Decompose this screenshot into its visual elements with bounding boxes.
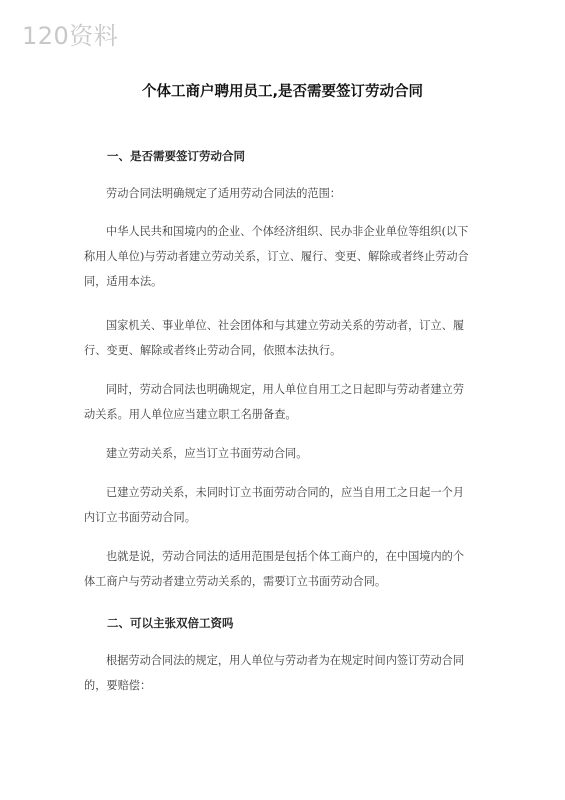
paragraph-line: 称用人单位)与劳动者建立劳动关系，订立、履行、变更、解除或者终止劳动合 — [84, 250, 469, 263]
paragraph-line: 已建立劳动关系，未同时订立书面劳动合同的，应当自用工之日起一个月 — [106, 486, 465, 499]
section-heading-2: 二、可以主张双倍工资吗 — [107, 616, 234, 630]
paragraph-line: 也就是说，劳动合同法的适用范围是包括个体工商户的，在中国境内的个 — [106, 550, 465, 563]
paragraph — [84, 544, 494, 594]
paragraph-line: 建立劳动关系，应当订立书面劳动合同。 — [106, 447, 308, 460]
paragraph-line: 同时，劳动合同法也明确规定，用人单位自用工之日起即与劳动者建立劳 — [106, 383, 465, 396]
paragraph-line: 劳动合同法明确规定了适用劳动合同法的范围： — [106, 187, 341, 200]
paragraph-line: 中华人民共和国境内的企业、个体经济组织、民办非企业单位等组织(以下 — [106, 225, 469, 238]
paragraph-line: 国家机关、事业单位、社会团体和与其建立劳动关系的劳动者，订立、履 — [106, 319, 465, 332]
paragraph — [84, 377, 494, 427]
document-title: 个体工商户聘用员工,是否需要签订劳动合同 — [141, 84, 423, 100]
paragraph — [84, 219, 494, 294]
section-heading-1: 一、是否需要签订劳动合同 — [107, 149, 245, 163]
paragraph-line: 动关系。用人单位应当建立职工名册备查。 — [84, 408, 297, 421]
paragraph — [84, 441, 494, 466]
paragraph-line: 体工商户与劳动者建立劳动关系的，需要订立书面劳动合同。 — [84, 575, 387, 588]
paragraph-line: 内订立书面劳动合同。 — [84, 511, 196, 524]
paragraph — [84, 480, 494, 530]
paragraph-line: 同，适用本法。 — [84, 275, 163, 288]
watermark-logo: 120资料 — [22, 22, 119, 50]
paragraph — [84, 648, 494, 698]
paragraph-line: 行、变更、解除或者终止劳动合同，依照本法执行。 — [84, 344, 342, 357]
paragraph — [84, 181, 494, 206]
paragraph — [84, 313, 494, 363]
paragraph-line: 的，要赔偿： — [84, 679, 152, 692]
paragraph-line: 根据劳动合同法的规定，用人单位与劳动者为在规定时间内签订劳动合同 — [106, 654, 465, 667]
